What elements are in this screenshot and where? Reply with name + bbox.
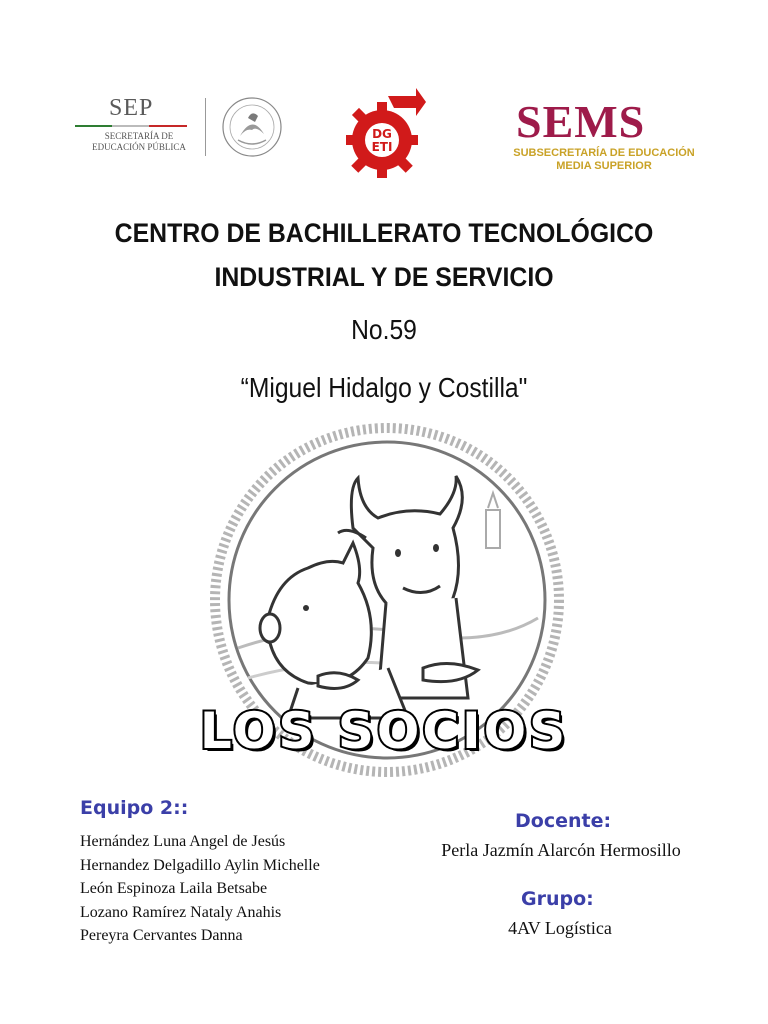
sep-logo-subtitle: SECRETARÍA DE EDUCACIÓN PÚBLICA — [92, 131, 186, 152]
school-name-line-2: INDUSTRIAL Y DE SERVICIO — [214, 262, 554, 292]
svg-text:ETI: ETI — [371, 140, 393, 154]
list-item: Hernández Luna Angel de Jesús — [80, 833, 286, 850]
team-label: Equipo 2:: — [80, 797, 189, 819]
list-item: Lozano Ramírez Nataly Anahis — [80, 903, 282, 921]
list-item: Hernandez Delgadillo Aylin Michelle — [80, 856, 320, 874]
teacher-label: Docente: — [515, 810, 612, 832]
school-name-line-1: CENTRO DE BACHILLERATO TECNOLÓGICO — [114, 218, 654, 248]
sep-logo — [75, 95, 190, 155]
dgeti-logo — [344, 88, 426, 186]
sems-logo-subtitle: SUBSECRETARÍA DE EDUCACIÓN MEDIA SUPERIOR — [513, 147, 695, 172]
group-label: Grupo: — [521, 888, 594, 910]
sep-logo-rule — [75, 125, 187, 127]
teacher-name: Perla Jazmín Alarcón Hermosillo — [441, 840, 681, 860]
list-item: Pereyra Cervantes Danna — [80, 927, 243, 944]
logo-divider — [205, 98, 206, 156]
mexico-coat-of-arms-icon — [218, 96, 286, 158]
team-brand-name: LOS SOCIOS — [199, 702, 569, 760]
school-number: No.59 — [351, 314, 417, 345]
sems-logo — [512, 97, 702, 177]
school-patron-name: “Miguel Hidalgo y Costilla" — [240, 372, 528, 403]
sep-logo-title: SEP — [109, 95, 154, 121]
group-value: 4AV Logística — [508, 918, 612, 938]
svg-text:DG: DG — [372, 127, 392, 141]
list-item: León Espinoza Laila Betsabe — [80, 880, 268, 897]
team-member-list — [80, 830, 320, 948]
sems-logo-title: SEMS — [516, 96, 646, 147]
